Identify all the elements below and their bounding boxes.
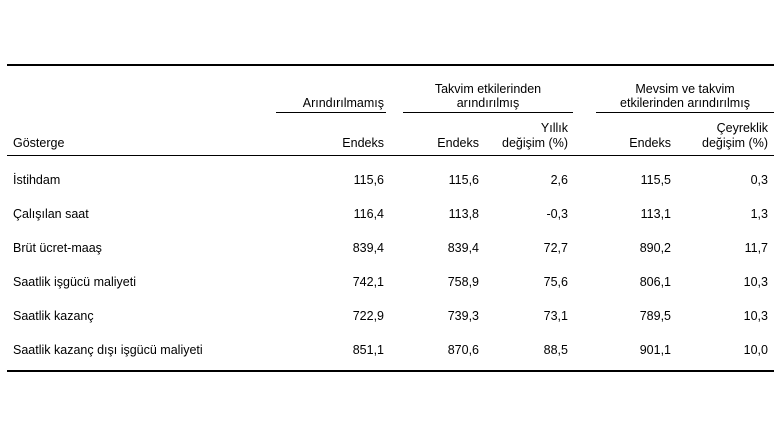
group-header-calendar-line2: arındırılmış	[456, 96, 520, 110]
cell-index-calendar: 115,6	[448, 173, 479, 187]
header-annual-line2: değişim (%)	[502, 136, 568, 150]
cell-quarterly-change: 1,3	[750, 207, 768, 221]
header-quarterly-line2: değişim (%)	[702, 136, 768, 150]
cell-index-seasonal: 806,1	[639, 275, 671, 289]
cell-index-unadjusted: 742,1	[352, 275, 384, 289]
row-label: Saatlik kazanç	[13, 309, 94, 323]
header-index-seasonal: Endeks	[629, 136, 671, 150]
cell-annual-change: 75,6	[543, 275, 568, 289]
header-index-calendar: Endeks	[437, 136, 479, 150]
header-index-unadjusted: Endeks	[342, 136, 384, 150]
cell-annual-change: 88,5	[543, 343, 568, 357]
group-header-seasonal-line2: etkilerinden arındırılmış	[620, 96, 750, 110]
cell-index-seasonal: 890,2	[639, 241, 671, 255]
cell-index-calendar: 758,9	[447, 275, 479, 289]
group-underline-unadjusted	[276, 112, 386, 113]
group-underline-seasonal	[596, 112, 774, 113]
cell-index-calendar: 870,6	[447, 343, 479, 357]
cell-quarterly-change: 0,3	[750, 173, 768, 187]
cell-index-seasonal: 789,5	[639, 309, 671, 323]
cell-index-seasonal: 113,1	[640, 207, 671, 221]
header-quarterly-line1: Çeyreklik	[716, 121, 768, 135]
group-header-unadjusted: Arındırılmamış	[302, 96, 384, 110]
cell-quarterly-change: 10,3	[743, 309, 768, 323]
cell-quarterly-change: 10,3	[743, 275, 768, 289]
group-underline-calendar	[403, 112, 573, 113]
cell-index-calendar: 739,3	[447, 309, 479, 323]
row-label: Saatlik kazanç dışı işgücü maliyeti	[13, 343, 203, 357]
cell-quarterly-change: 11,7	[744, 241, 768, 255]
header-divider	[7, 155, 774, 156]
header-indicator: Gösterge	[13, 136, 65, 150]
cell-annual-change: 2,6	[550, 173, 568, 187]
cell-index-calendar: 839,4	[447, 241, 479, 255]
row-label: Saatlik işgücü maliyeti	[13, 275, 136, 289]
header-annual-line1: Yıllık	[540, 121, 568, 135]
row-label: İstihdam	[13, 173, 61, 187]
cell-annual-change: 72,7	[543, 241, 568, 255]
table-top-rule	[7, 64, 774, 66]
row-label: Çalışılan saat	[13, 207, 89, 221]
cell-index-unadjusted: 722,9	[352, 309, 384, 323]
cell-index-unadjusted: 116,4	[353, 207, 384, 221]
cell-quarterly-change: 10,0	[743, 343, 768, 357]
row-label: Brüt ücret-maaş	[13, 241, 102, 255]
cell-annual-change: 73,1	[543, 309, 568, 323]
table-bottom-rule	[7, 370, 774, 372]
cell-index-calendar: 113,8	[448, 207, 479, 221]
cell-annual-change: -0,3	[546, 207, 568, 221]
group-header-calendar-line1: Takvim etkilerinden	[434, 82, 542, 96]
cell-index-seasonal: 901,1	[639, 343, 671, 357]
group-header-seasonal-line1: Mevsim ve takvim	[635, 82, 735, 96]
cell-index-seasonal: 115,5	[640, 173, 671, 187]
cell-index-unadjusted: 115,6	[353, 173, 384, 187]
cell-index-unadjusted: 839,4	[352, 241, 384, 255]
cell-index-unadjusted: 851,1	[352, 343, 384, 357]
